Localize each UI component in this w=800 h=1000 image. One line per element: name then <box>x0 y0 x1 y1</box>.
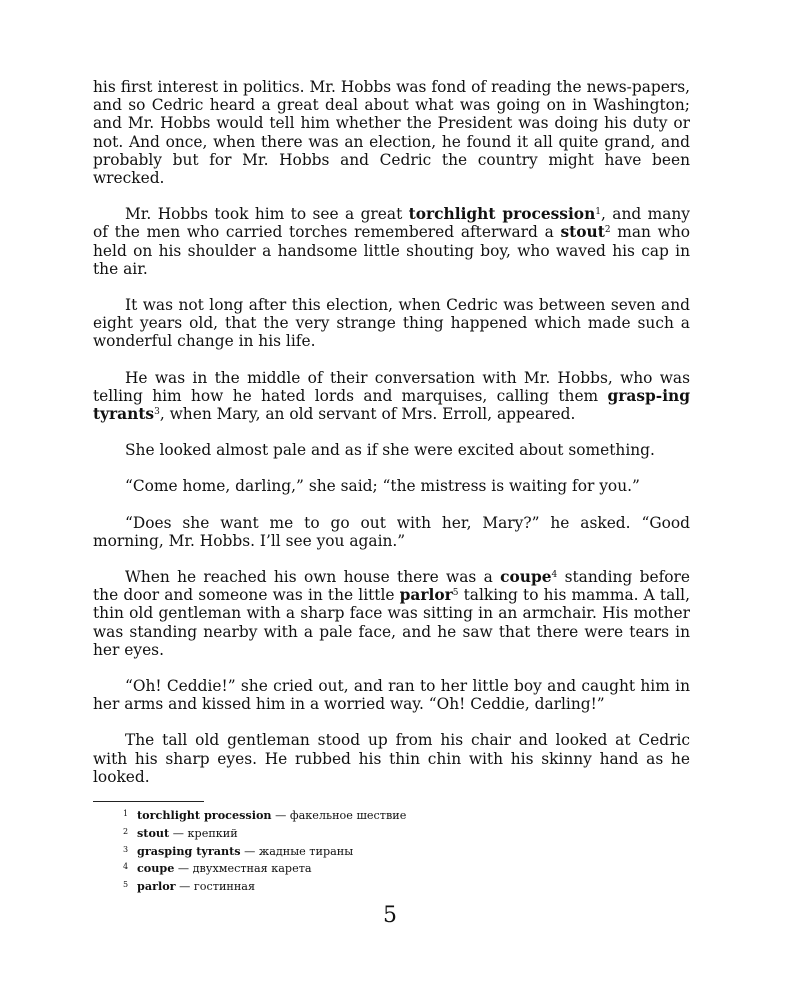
paragraph: It was not long after this election, when Cedric was between seven and eight years old, that the very strange thing happened which made such a wonderful change in his life. <box>93 296 690 351</box>
paragraph: “Come home, darling,” she said; “the mistress is waiting for you.” <box>125 477 640 496</box>
footnote-number: 5 <box>123 880 129 890</box>
glossary-term: stout <box>560 223 605 242</box>
footnote <box>123 859 406 877</box>
footnote-marker[interactable]: 2 <box>604 225 611 236</box>
footnote-term: parlor <box>137 879 176 894</box>
footnote-marker[interactable]: 3 <box>154 407 160 418</box>
footnote-number: 1 <box>123 809 129 818</box>
paragraph: Mr. Hobbs took him to see a great torchlight procession$^1$, and many of the men who carried torches remembered afterward a stout$^2$ man who held on his shoulder a handsome little shouting boy, who waved his cap in the air. <box>93 205 690 278</box>
footnote-dash: — <box>169 826 188 840</box>
paragraph: When he reached his own house there was a coupe$^4$ standing before the door and someone was in the little parlor$^5$ talking to his mamma. A tall, thin old gentleman with a sharp face was sitting in an armchair. His mother was standing nearby with a pale face, and he saw that there were tears in her eyes. <box>93 568 690 659</box>
footnote-marker[interactable]: 1 <box>595 207 601 218</box>
footnote-term: coupe <box>137 861 175 876</box>
body-text <box>93 78 690 804</box>
footnote-dash: — <box>174 862 193 876</box>
footnote-dash: — <box>175 880 194 894</box>
footnote-dash: — <box>271 809 290 822</box>
paragraph: She looked almost pale and as if she were excited about something. <box>125 441 655 460</box>
footnote-translation: жадные тираны <box>258 844 354 858</box>
footnote-term: grasping tyrants <box>137 843 241 858</box>
paragraph: He was in the middle of their conversation with Mr. Hobbs, who was telling him how he hated lords and marquises, calling them grasp-ing tyrants$^3$, when Mary, an old servant of Mrs. Erroll, appeared. <box>93 368 690 424</box>
glossary-term: coupe <box>500 568 552 587</box>
footnote-number: 2 <box>123 826 129 836</box>
footnote <box>123 824 406 842</box>
footnote-term: stout <box>137 825 170 840</box>
footnotes <box>123 806 406 895</box>
footnote-translation: факельное шествие <box>289 809 407 822</box>
footnote-number: 4 <box>123 862 129 872</box>
page-number: 5 <box>383 903 397 928</box>
footnote-dash: — <box>240 844 259 858</box>
footnote-marker[interactable]: 5 <box>452 588 459 599</box>
paragraph: his first interest in politics. Mr. Hobbs was fond of reading the news-papers, and so Cedric heard a great deal about what was going on in Washington; and Mr. Hobbs would tell him whether the President was doing his duty or not. And once, when there was an election, he found it all quite grand, and probably but for Mr. Hobbs and Cedric the country might have been wrecked. <box>93 78 690 188</box>
footnote-translation: гостинная <box>193 880 256 894</box>
paragraph: The tall old gentleman stood up from his chair and looked at Cedric with his sharp eyes. He rubbed his thin chin with his skinny hand as he looked. <box>93 731 690 786</box>
footnote <box>123 877 406 895</box>
footnote-translation: двухместная карета <box>192 862 312 876</box>
paragraph: “Oh! Ceddie!” she cried out, and ran to her little boy and caught him in her arms and kissed him in a worried way. “Oh! Ceddie, darling!” <box>93 677 690 714</box>
footnote-divider <box>93 801 204 802</box>
footnote <box>123 806 406 824</box>
footnote-number: 3 <box>123 844 129 854</box>
footnote-translation: крепкий <box>187 826 238 840</box>
footnote-term: torchlight procession <box>137 808 272 822</box>
glossary-term: torchlight procession <box>408 205 596 224</box>
footnote <box>123 842 406 860</box>
paragraph: “Does she want me to go out with her, Mary?” he asked. “Good morning, Mr. Hobbs. I’ll see you again.” <box>93 513 690 550</box>
glossary-term: grasp-ing tyrants <box>93 386 690 424</box>
glossary-term: parlor <box>399 586 453 605</box>
footnote-marker[interactable]: 4 <box>551 570 558 581</box>
